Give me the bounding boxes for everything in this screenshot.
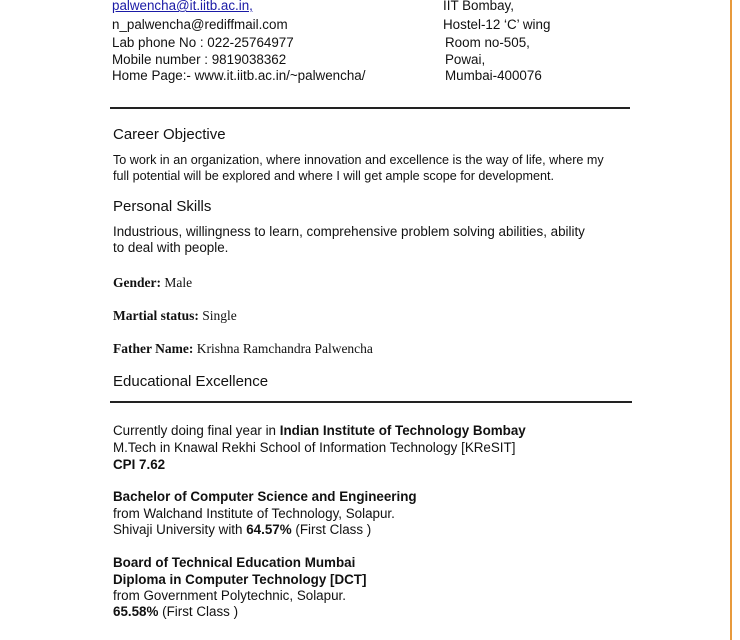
marital-status-row xyxy=(113,308,237,324)
lab-phone: Lab phone No : 022-25764977 xyxy=(112,35,294,50)
email-link-primary[interactable]: palwencha@it.iitb.ac.in, xyxy=(112,0,253,13)
diploma-class: (First Class ) xyxy=(162,604,239,619)
board-title: Board of Technical Education Mumbai xyxy=(113,555,356,570)
career-objective-line-2: full potential will be explored and where I will get ample scope for development. xyxy=(113,169,555,183)
personal-skills-line-2: to deal with people. xyxy=(113,240,229,255)
address-line-5: Mumbai-400076 xyxy=(445,68,542,83)
address-line-2: Hostel-12 ‘C’ wing xyxy=(443,17,551,32)
current-study xyxy=(113,423,526,439)
mtech-program: M.Tech in Knawal Rekhi School of Information Technology [KReSIT] xyxy=(113,440,516,455)
father-name-label: Father Name: xyxy=(113,341,194,356)
home-page: Home Page:- www.it.iitb.ac.in/~palwencha/ xyxy=(112,68,366,83)
diploma-result xyxy=(113,604,238,620)
be-class: (First Class ) xyxy=(295,522,372,537)
marital-status-value: Single xyxy=(202,308,237,323)
father-name-value: Krishna Ramchandra Palwencha xyxy=(196,341,373,356)
diploma-institute: from Government Polytechnic, Solapur. xyxy=(113,588,346,603)
be-university: Shivaji University with xyxy=(113,522,243,537)
current-institute: Indian Institute of Technology Bombay xyxy=(279,423,526,438)
diploma-title: Diploma in Computer Technology [DCT] xyxy=(113,572,367,587)
address-line-1: IIT Bombay, xyxy=(443,0,514,13)
education-divider xyxy=(110,401,632,403)
personal-skills-heading: Personal Skills xyxy=(113,198,212,215)
marital-status-label: Martial status: xyxy=(113,308,199,323)
current-study-prefix: Currently doing final year in xyxy=(113,423,277,438)
be-degree-title: Bachelor of Computer Science and Engineering xyxy=(113,489,417,504)
career-objective-line-1: To work in an organization, where innovation and excellence is the way of life, where my xyxy=(113,153,604,167)
diploma-percentage: 65.58% xyxy=(113,604,159,619)
gender-row xyxy=(113,275,192,291)
be-university-result xyxy=(113,522,371,538)
career-objective-heading: Career Objective xyxy=(113,126,226,143)
cpi: CPI 7.62 xyxy=(113,457,166,472)
page-edge-line xyxy=(730,0,732,640)
personal-skills-line-1: Industrious, willingness to learn, comprehensive problem solving abilities, ability xyxy=(113,224,585,239)
mobile-number: Mobile number : 9819038362 xyxy=(112,52,287,67)
email-secondary: n_palwencha@rediffmail.com xyxy=(112,17,288,32)
education-heading: Educational Excellence xyxy=(113,373,269,390)
gender-label: Gender: xyxy=(113,275,161,290)
address-line-3: Room no-505, xyxy=(445,35,530,50)
father-name-row xyxy=(113,341,373,357)
gender-value: Male xyxy=(164,275,193,290)
be-percentage: 64.57% xyxy=(246,522,292,537)
address-line-4: Powai, xyxy=(445,52,486,67)
be-institute: from Walchand Institute of Technology, Solapur. xyxy=(113,506,395,521)
header-divider xyxy=(110,107,630,109)
